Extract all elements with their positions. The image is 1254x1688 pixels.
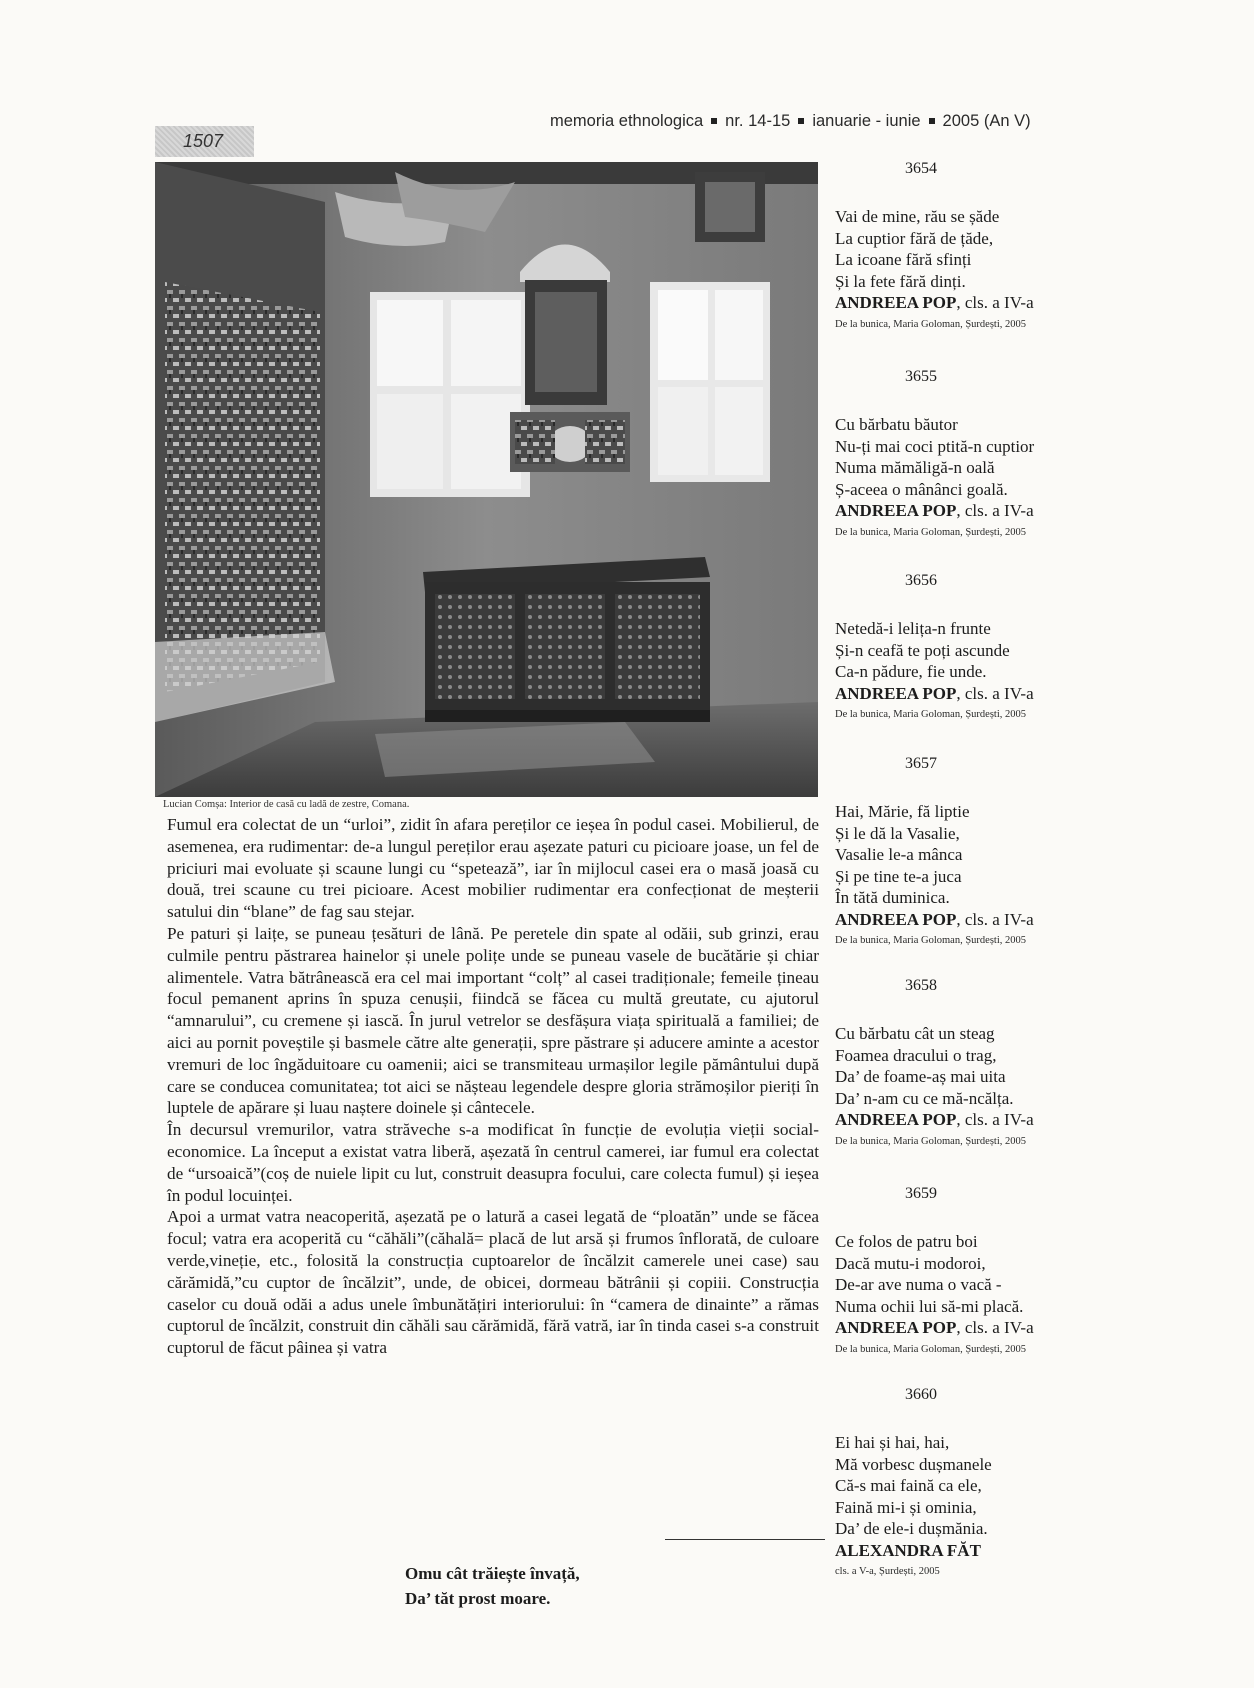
author-name: ANDREEA POP — [835, 683, 957, 703]
poem-line: Da’ n-am cu ce mă-ncălța. — [835, 1088, 1014, 1108]
poem-source: De la bunica, Maria Goloman, Șurdești, 2005 — [835, 526, 1026, 538]
poem-number: 3654 — [905, 160, 937, 177]
poem-lines — [835, 414, 1105, 500]
poem-line: Hai, Mărie, fă liptie — [835, 802, 970, 821]
interior-photograph — [155, 162, 818, 797]
author-class: , cls. a IV-a — [956, 1110, 1034, 1129]
proverb — [405, 1561, 665, 1611]
poem-line: De-ar ave numa o vacă - — [835, 1275, 1002, 1294]
proverb-line: Da’ tăt prost moare. — [405, 1589, 551, 1608]
poem-author — [835, 909, 1105, 931]
poem-number: 3658 — [905, 977, 937, 994]
figure-caption: Lucian Comșa: Interior de casă cu ladă de zestre, Comana. — [163, 799, 410, 810]
poem-lines — [835, 206, 1105, 292]
poem-author — [835, 1540, 1105, 1562]
poem-line: La cuptior fără de țăde, — [835, 228, 994, 248]
poem-line: Ce folos de patru boi — [835, 1232, 978, 1251]
poem-number: 3655 — [905, 368, 937, 385]
proverb-line: Omu cât trăiește învață, — [405, 1564, 580, 1583]
issue-period: ianuarie - iunie — [812, 112, 921, 130]
poem-line: Ca-n pădure, fie unde. — [835, 662, 987, 681]
separator-square-icon — [929, 118, 935, 124]
poem-author — [835, 1317, 1105, 1339]
poem-3659 — [835, 1185, 1105, 1357]
issue-year: 2005 (An V) — [942, 112, 1031, 130]
poem-line: Și la fete fără dinți. — [835, 271, 966, 291]
issue-number: nr. 14-15 — [725, 112, 791, 130]
poem-lines — [835, 1432, 1105, 1540]
author-name: ANDREEA POP — [835, 293, 957, 312]
poem-lines — [835, 1023, 1105, 1109]
poem-line: Faină mi-i și ominia, — [835, 1497, 977, 1517]
body-paragraph: Apoi a urmat vatra neacoperită, așezată pe o latură a casei legată de “ploatăn” unde se făcea focul; vatra era acoperită cu “căhăli”(căhală= placă de lut arsă și frumos înflorată, de culoare verde,vineție, etc., folosită la construcția cuptoarelor de încălzit camerele unei case) sau cărămidă,”cu cuptor de încălzit”, unde, de obicei, dormeau bătrânii și copiii. Construcția caselor cu două odăi a adus unele îmbunătățiri interiorului: în “camera de dinainte” a rămas cuptorul de încălzit, construit din căhăli sau cărămidă, fără vatră, iar în tinda casei s-a construit cuptorul de făcut pâinea și vatra — [167, 1207, 819, 1358]
poem-number: 3659 — [905, 1185, 937, 1202]
poem-line: Cu bărbatu cât un steag — [835, 1024, 995, 1043]
author-name: ANDREEA POP — [835, 501, 957, 520]
poem-3660 — [835, 1386, 1105, 1579]
author-class: , cls. a IV-a — [956, 501, 1034, 520]
poem-source: De la bunica, Maria Goloman, Șurdești, 2005 — [835, 318, 1026, 330]
poem-line: Numa ochii lui să-mi placă. — [835, 1296, 1024, 1316]
poem-3656 — [835, 572, 1105, 722]
poem-3654 — [835, 160, 1105, 332]
poem-line: Cu bărbatu băutor — [835, 415, 958, 434]
poem-number: 3656 — [905, 572, 937, 589]
author-class: , cls. a IV-a — [956, 293, 1034, 312]
poem-line: Că-s mai faină ca ele, — [835, 1476, 982, 1495]
poem-author — [835, 683, 1105, 705]
author-name: ALEXANDRA FĂT — [835, 1540, 981, 1560]
poem-line: Netedă-i lelița-n frunte — [835, 619, 991, 638]
interior-photo-illustration — [155, 162, 818, 797]
poem-line: Nu-ți mai coci ptită-n cuptior — [835, 436, 1035, 456]
journal-title: memoria ethnologica — [550, 112, 704, 130]
poem-line: În tătă duminica. — [835, 888, 950, 907]
poem-line: Și pe tine te-a juca — [835, 866, 962, 886]
poem-line: Vasalie le-a mânca — [835, 845, 963, 864]
footnote-rule — [665, 1539, 825, 1540]
author-name: ANDREEA POP — [835, 1110, 957, 1129]
author-name: ANDREEA POP — [835, 909, 957, 929]
page-number: 1507 — [155, 126, 254, 157]
body-paragraph: În decursul vremurilor, vatra străveche s-a modificat în funcție de evoluția vieții social-economice. La început a existat vatra liberă, așezată în centrul camerei, iar fumul era colectat de “ursoaică”(coș de nuiele lipit cu lut, construit deasupra focului, care colecta fumul) și ieșea în podul locuinței. — [167, 1120, 819, 1205]
running-header — [550, 112, 1095, 131]
body-paragraph: Fumul era colectat de un “urloi”, zidit în afara pereților ce ieșea în podul casei. Mobilierul, de asemenea, era rudimentar: de-a lungul pereților erau așezate paturi cu picioare joase, un fel de priciuri mai evoluate și scaune lungi cu “spetează”, iar în mijlocul casei era o masă joasă cu două, trei scaune cu trei picioare. Acest mobilier rudimentar era confecționat de meșterii satului din “blane” de fag sau stejar. — [167, 815, 819, 922]
poem-line: Și-n ceafă te poți ascunde — [835, 640, 1010, 660]
poem-line: Mă vorbesc dușmanele — [835, 1454, 992, 1474]
poem-lines — [835, 618, 1105, 683]
poem-line: Și le dă la Vasalie, — [835, 823, 960, 843]
poem-3658 — [835, 977, 1105, 1149]
article-body — [167, 814, 819, 1359]
author-class: , cls. a IV-a — [956, 683, 1034, 703]
poem-author — [835, 500, 1105, 522]
poem-line: Da’ de foame-aș mai uita — [835, 1067, 1006, 1086]
author-class: , cls. a IV-a — [956, 909, 1034, 929]
poem-line: Vai de mine, rău se șăde — [835, 207, 1000, 226]
poem-3655 — [835, 368, 1105, 540]
separator-square-icon — [798, 118, 804, 124]
poem-line: La icoane fără sfinți — [835, 250, 972, 269]
poem-line: Ei hai și hai, hai, — [835, 1433, 950, 1452]
poem-line: Foamea dracului o trag, — [835, 1045, 997, 1065]
separator-square-icon — [711, 118, 717, 124]
poem-line: Da’ de ele-i dușmănia. — [835, 1519, 988, 1538]
author-name: ANDREEA POP — [835, 1318, 957, 1337]
author-class: , cls. a IV-a — [956, 1318, 1034, 1337]
poem-source: De la bunica, Maria Goloman, Șurdești, 2005 — [835, 935, 1026, 946]
poem-line: Dacă mutu-i modoroi, — [835, 1253, 986, 1273]
poem-author — [835, 292, 1105, 314]
poem-source: De la bunica, Maria Goloman, Șurdești, 2005 — [835, 1135, 1026, 1147]
poem-source: cls. a V-a, Șurdești, 2005 — [835, 1566, 940, 1577]
poem-lines — [835, 801, 1105, 909]
poem-number: 3660 — [905, 1386, 937, 1403]
poem-lines — [835, 1231, 1105, 1317]
body-paragraph: Pe paturi și laițe, se puneau țesături de lână. Pe peretele din spate al odăii, sub grinzi, erau culmile pentru păstrarea hainelor și unele polițe unde se puneau vasele de bucătărie și chiar alimentele. Vatra bătrânească era cel mai important “colț” al casei tradiționale; femeile țineau focul pemanent aprins în spuza cenușii, fiindcă se făcea cu multă greutate, cu ajutorul “amnarului”, cu cremene și iască. În jurul vetrelor se desfășura viața spirituală a familiei; de aici au pornit poveștile și basmele către alte generații, spre păstrare și aducere aminte a acestor vremuri de loc îngăduitoare cu oamenii; aici se transmiteau urmașilor legile pământului după care se conducea comunitatea; tot aici se nășteau legendele despre gloria strămoșilor pieriți în luptele de apărare și luau naștere doinele și cântecele. — [167, 923, 819, 1118]
poem-line: Numa mămăligă-n oală — [835, 458, 995, 477]
poem-3657 — [835, 755, 1105, 948]
poem-source: De la bunica, Maria Goloman, Șurdești, 2005 — [835, 709, 1026, 720]
poem-line: Ș-aceea o mânânci goală. — [835, 479, 1008, 499]
poem-source: De la bunica, Maria Goloman, Șurdești, 2005 — [835, 1343, 1026, 1355]
poem-author — [835, 1109, 1105, 1131]
poem-number: 3657 — [905, 755, 937, 772]
